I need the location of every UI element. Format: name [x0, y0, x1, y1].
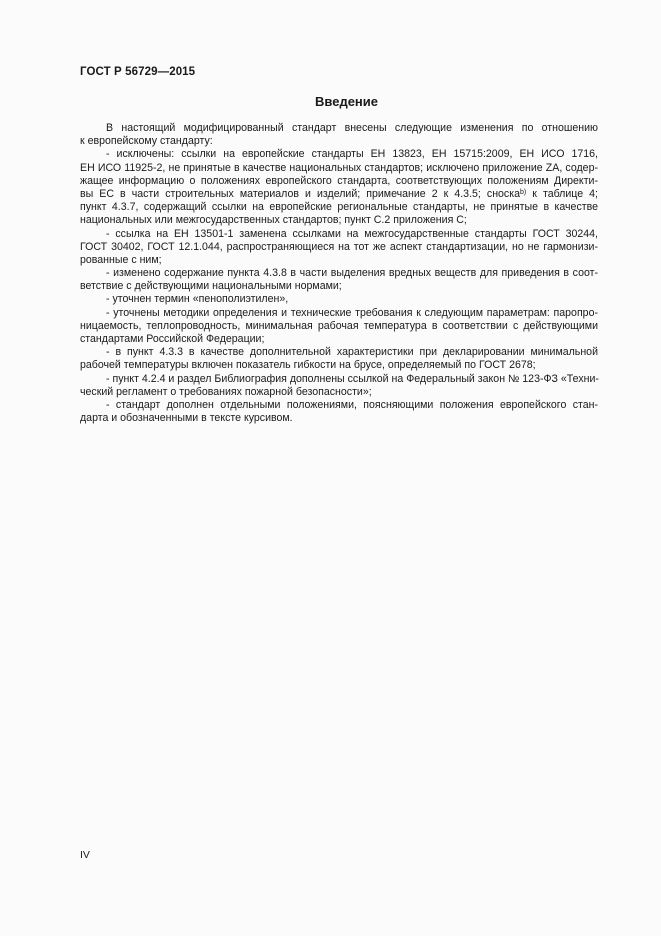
text-line: дарта и обозначенными в тексте курсивом.	[80, 412, 293, 425]
text-line: рабочей температуры включен показатель гибкости на брусе, определяемый по ГОСТ 2678;	[80, 359, 536, 372]
text-line: ветствие с действующими национальными нормами;	[80, 280, 342, 293]
text-line: стандартами Российской Федерации;	[80, 333, 265, 345]
text-fragment: к таблице 4;	[526, 187, 598, 200]
text-line	[80, 188, 598, 201]
text-line: жащее информацию о положениях европейского стандарта, соответствующих положениям Директи-	[80, 174, 598, 187]
text-line: рованные с ним;	[80, 253, 162, 266]
list-item-content-changed	[80, 267, 598, 293]
list-item-term-clarified	[80, 293, 598, 306]
text-line: - уточнен термин «пенополиэтилен»,	[106, 293, 289, 306]
text-line: ЕН ИСО 11925-2, не принятые в качестве национальных стандартов; исключено приложение ZA, содер-	[80, 161, 598, 174]
page-number: IV	[80, 849, 90, 861]
text-line: В настоящий модифицированный стандарт внесены следующие изменения по отношению	[106, 122, 598, 134]
list-item-provisions-added	[80, 399, 598, 425]
text-line: - стандарт дополнен отдельными положениями, поясняющими положения европейского стан-	[106, 398, 598, 411]
paragraph-intro	[80, 122, 598, 148]
text-line: - изменено содержание пункта 4.3.8 в части выделения вредных веществ для приведения в соот-	[106, 267, 598, 280]
text-line: ческий регламент о требованиях пожарной безопасности»;	[80, 385, 372, 398]
text-line: - пункт 4.2.4 и раздел Библиография дополнены ссылкой на Федеральный закон № 123-ФЗ «Техни-	[106, 372, 599, 385]
text-line: ГОСТ 30402, ГОСТ 12.1.044, распространяющиеся на тот же аспект стандартизации, но не гармонизи-	[80, 240, 598, 253]
text-line: национальных или межгосударственных стандартов; пункт С.2 приложения С;	[80, 214, 467, 227]
text-line: - в пункт 4.3.3 в качестве дополнительной характеристики при декларировании минимальной	[106, 346, 598, 359]
text-line: ницаемость, теплопроводность, минимальная рабочая температура в соответствии с действующими	[80, 319, 598, 332]
list-item-methods-clarified	[80, 307, 598, 347]
text-line: к европейскому стандарту:	[80, 135, 213, 148]
footnote-mark: b)	[520, 188, 527, 196]
text-fragment: вы ЕС в части строительных материалов и изделий; примечание 2 к 4.3.5; сноска	[80, 187, 520, 200]
list-item-bibliography-added	[80, 373, 598, 399]
text-line: - исключены: ссылки на европейские стандарты ЕН 13823, ЕН 15715:2009, ЕН ИСО 1716,	[106, 148, 598, 161]
text-line: - уточнены методики определения и технические требования к следующим параметрам: паропро-	[106, 306, 598, 319]
text-line: пункт 4.3.7, содержащий ссылки на европейские региональные стандарты, не принятые в качестве	[80, 201, 598, 214]
list-item-flexibility-added	[80, 346, 598, 372]
list-item-reference-replaced	[80, 228, 598, 268]
section-title	[0, 94, 661, 109]
section-title-text: Введение	[315, 94, 378, 109]
list-item-excluded	[80, 148, 598, 227]
document-code-header: ГОСТ Р 56729—2015	[80, 66, 196, 78]
text-line: - ссылка на ЕН 13501-1 заменена ссылками на межгосударственные стандарты ГОСТ 30244,	[106, 227, 598, 240]
document-body	[80, 122, 598, 425]
